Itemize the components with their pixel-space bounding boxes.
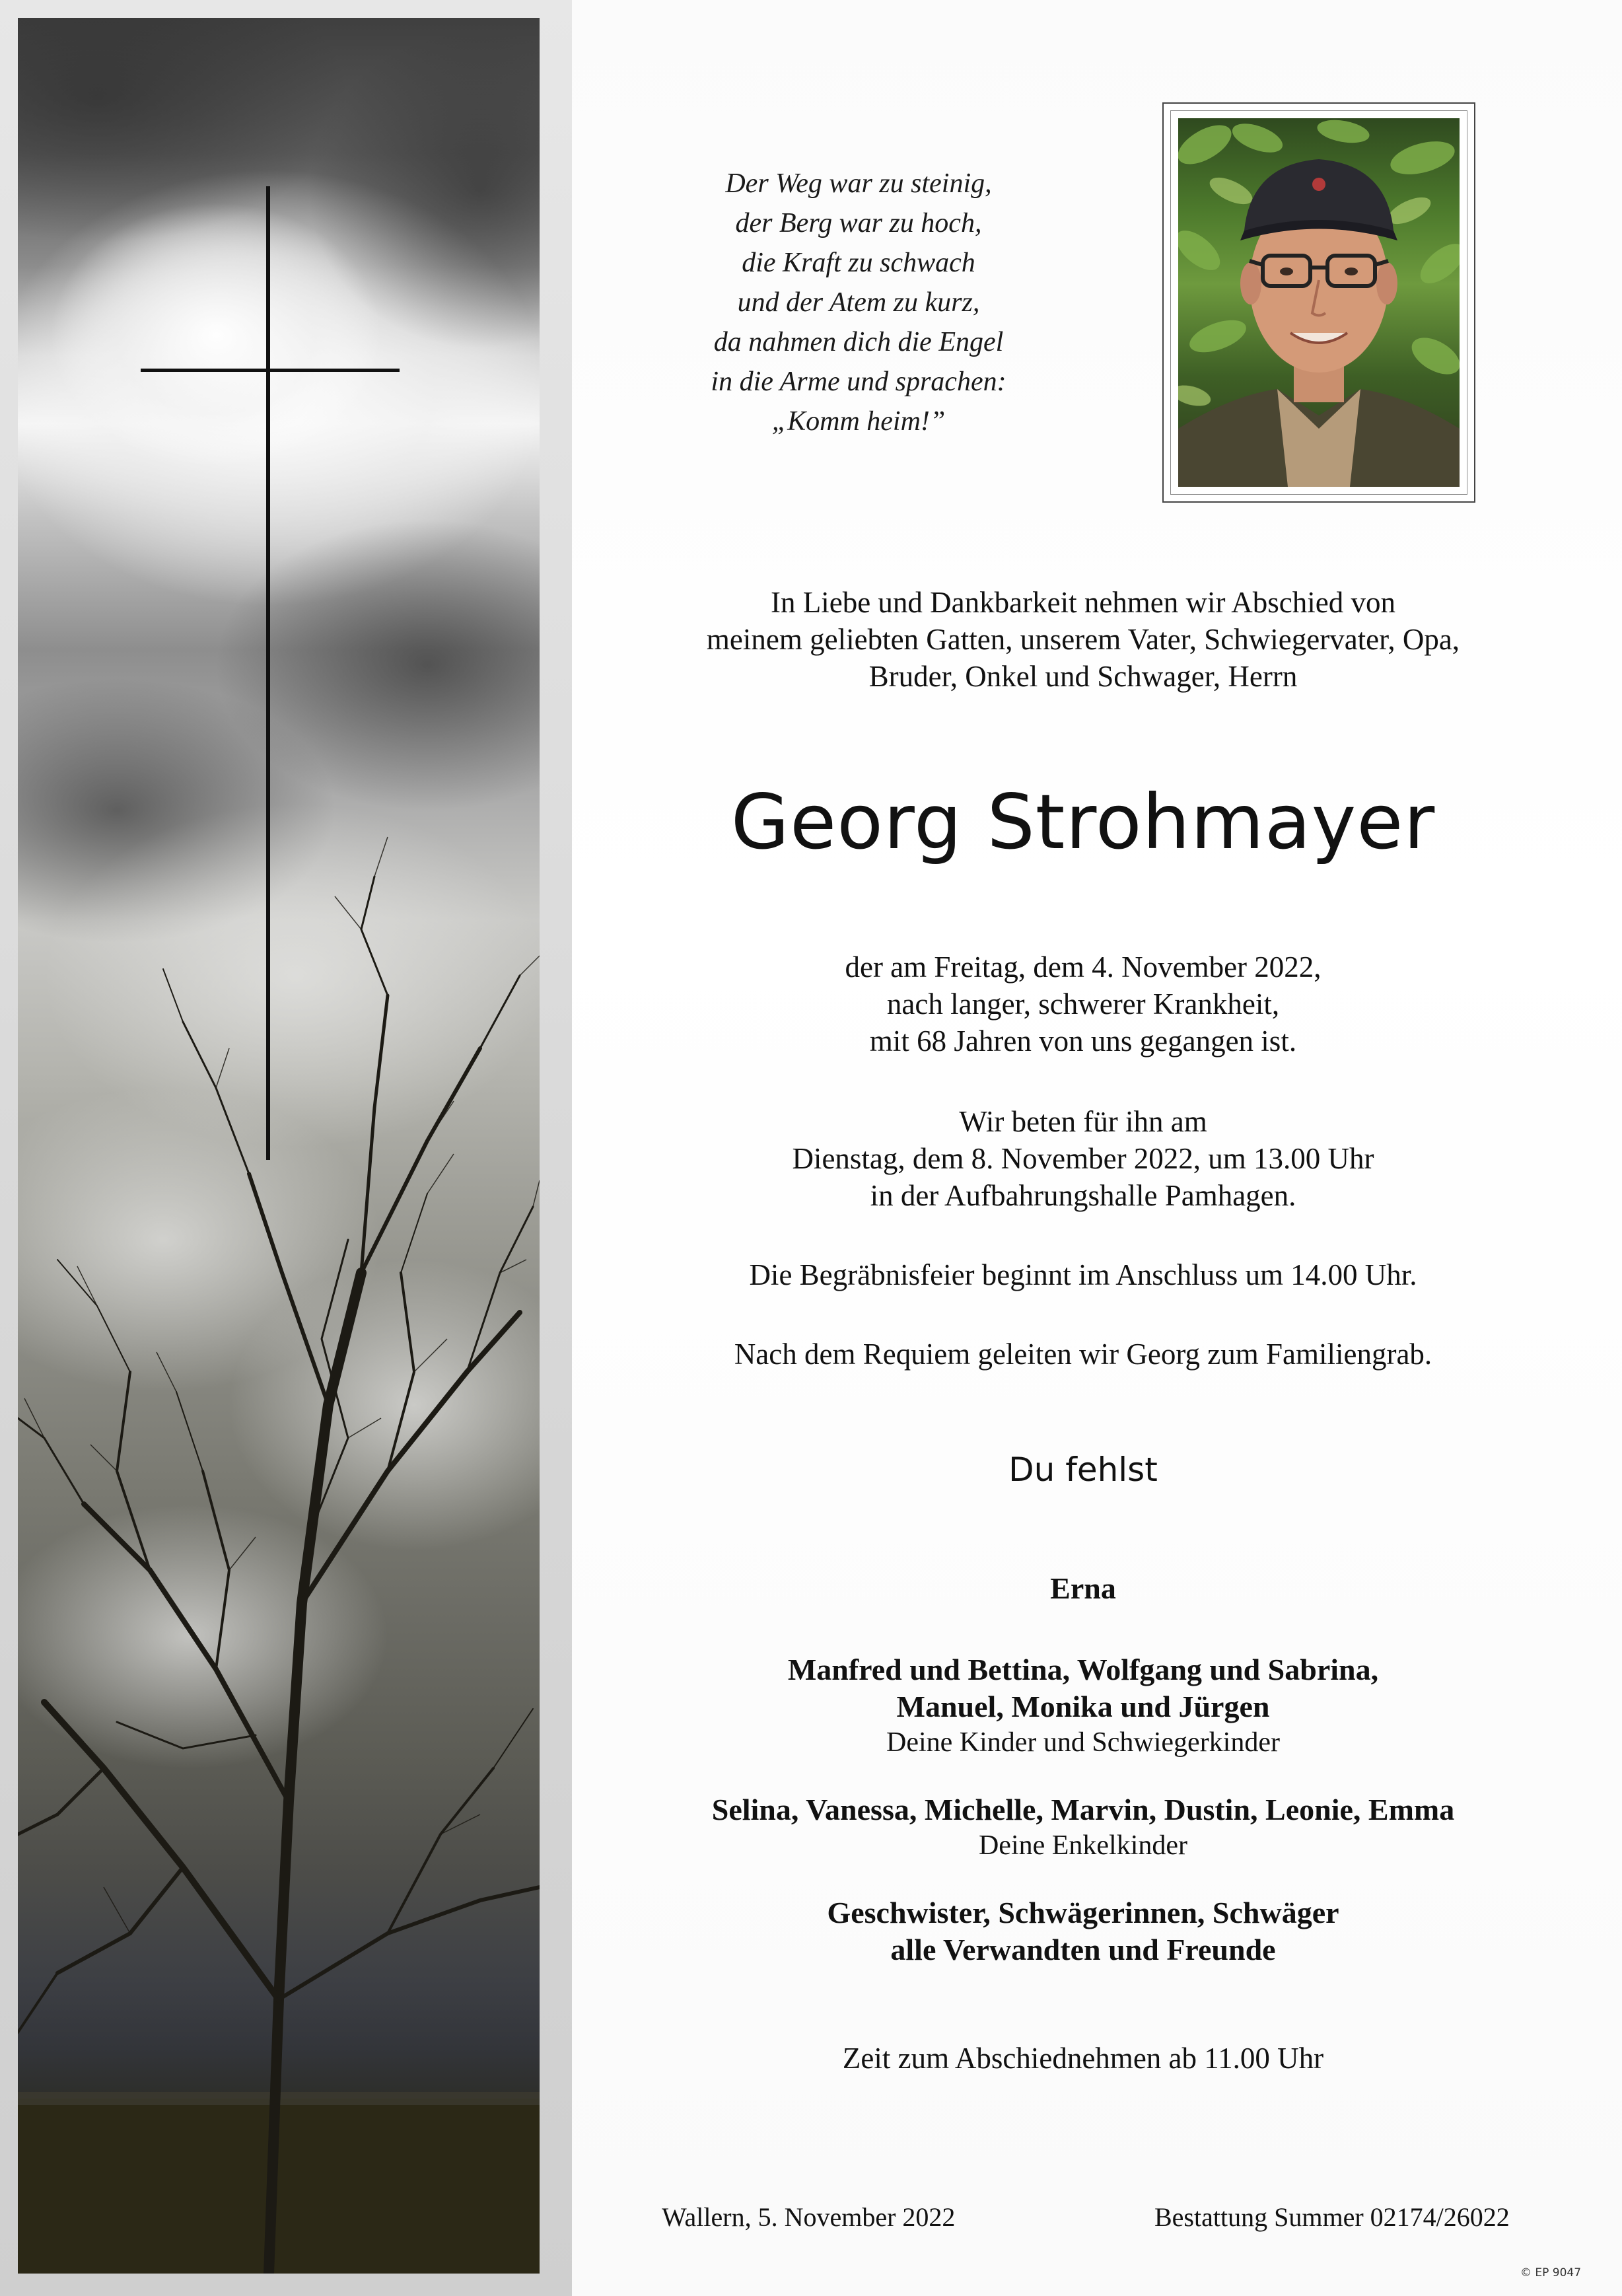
- poem-line: Der Weg war zu steinig,: [725, 168, 992, 199]
- mourner-spouse: [614, 1570, 1552, 1607]
- intro-line: In Liebe und Dankbarkeit nehmen wir Abschied von: [771, 586, 1395, 619]
- place-and-date: Wallern, 5. November 2022: [662, 2202, 956, 2232]
- death-info: [614, 949, 1552, 1059]
- spouse-name: Erna: [1050, 1571, 1116, 1605]
- viewing-info: [614, 2040, 1552, 2077]
- deceased-portrait-photo: [1178, 118, 1460, 487]
- funeral-info: [614, 1256, 1552, 1293]
- funeral-info-text: Die Begräbnisfeier beginnt im Anschluss um 14.00 Uhr.: [749, 1258, 1417, 1291]
- intro-line: Bruder, Onkel und Schwager, Herrn: [868, 660, 1298, 693]
- poem-line: und der Atem zu kurz,: [737, 287, 980, 318]
- children-names-line: Manfred und Bettina, Wolfgang und Sabrina,: [787, 1653, 1379, 1686]
- mourner-children: [614, 1651, 1552, 1760]
- memorial-poem: [660, 164, 1057, 441]
- intro-line: meinem geliebten Gatten, unserem Vater, Schwiegervater, Opa,: [706, 623, 1460, 656]
- others-names-line: Geschwister, Schwägerinnen, Schwäger: [827, 1896, 1339, 1929]
- poem-line: da nahmen dich die Engel: [713, 327, 1004, 357]
- sky-and-tree-illustration: [18, 18, 540, 2274]
- portrait-illustration: [1178, 118, 1460, 487]
- portrait-frame: [1162, 102, 1475, 503]
- death-info-line: mit 68 Jahren von uns gegangen ist.: [869, 1024, 1297, 1058]
- poem-line: die Kraft zu schwach: [742, 248, 975, 278]
- requiem-info: [614, 1336, 1552, 1373]
- poem-line: „Komm heim!”: [771, 406, 946, 437]
- deceased-name: Georg Strohmayer: [730, 778, 1436, 866]
- cloudy-sky-photo: [18, 18, 540, 2274]
- prayer-info: [614, 1103, 1552, 1214]
- children-relation: Deine Kinder und Schwiegerkinder: [886, 1727, 1280, 1758]
- prayer-info-line: in der Aufbahrungshalle Pamhagen.: [870, 1179, 1296, 1212]
- mourner-grandchildren: [614, 1791, 1552, 1863]
- death-info-line: nach langer, schwerer Krankheit,: [886, 987, 1280, 1021]
- others-names-line: alle Verwandten und Freunde: [890, 1933, 1276, 1966]
- mourner-others: [614, 1894, 1552, 1968]
- poem-line: in die Arme und sprachen:: [711, 367, 1006, 397]
- du-fehlst-heading: Du fehlst: [1008, 1451, 1158, 1489]
- undertaker-contact: Bestattung Summer 02174/26022: [1154, 2202, 1510, 2232]
- grandchildren-names: Selina, Vanessa, Michelle, Marvin, Dustin, Leonie, Emma: [711, 1793, 1455, 1826]
- death-info-line: der am Freitag, dem 4. November 2022,: [845, 951, 1322, 984]
- requiem-info-text: Nach dem Requiem geleiten wir Georg zum Familiengrab.: [734, 1338, 1432, 1371]
- grandchildren-relation: Deine Enkelkinder: [978, 1830, 1188, 1861]
- farewell-intro: [614, 584, 1552, 695]
- copyright-notice: © EP 9047: [1520, 2266, 1582, 2279]
- prayer-info-line: Wir beten für ihn am: [959, 1105, 1207, 1138]
- prayer-info-line: Dienstag, dem 8. November 2022, um 13.00 Uhr: [792, 1142, 1374, 1175]
- poem-line: der Berg war zu hoch,: [735, 208, 982, 238]
- children-names-line: Manuel, Monika und Jürgen: [896, 1690, 1270, 1723]
- viewing-info-text: Zeit zum Abschiednehmen ab 11.00 Uhr: [842, 2042, 1324, 2075]
- left-photo-frame: [0, 0, 572, 2296]
